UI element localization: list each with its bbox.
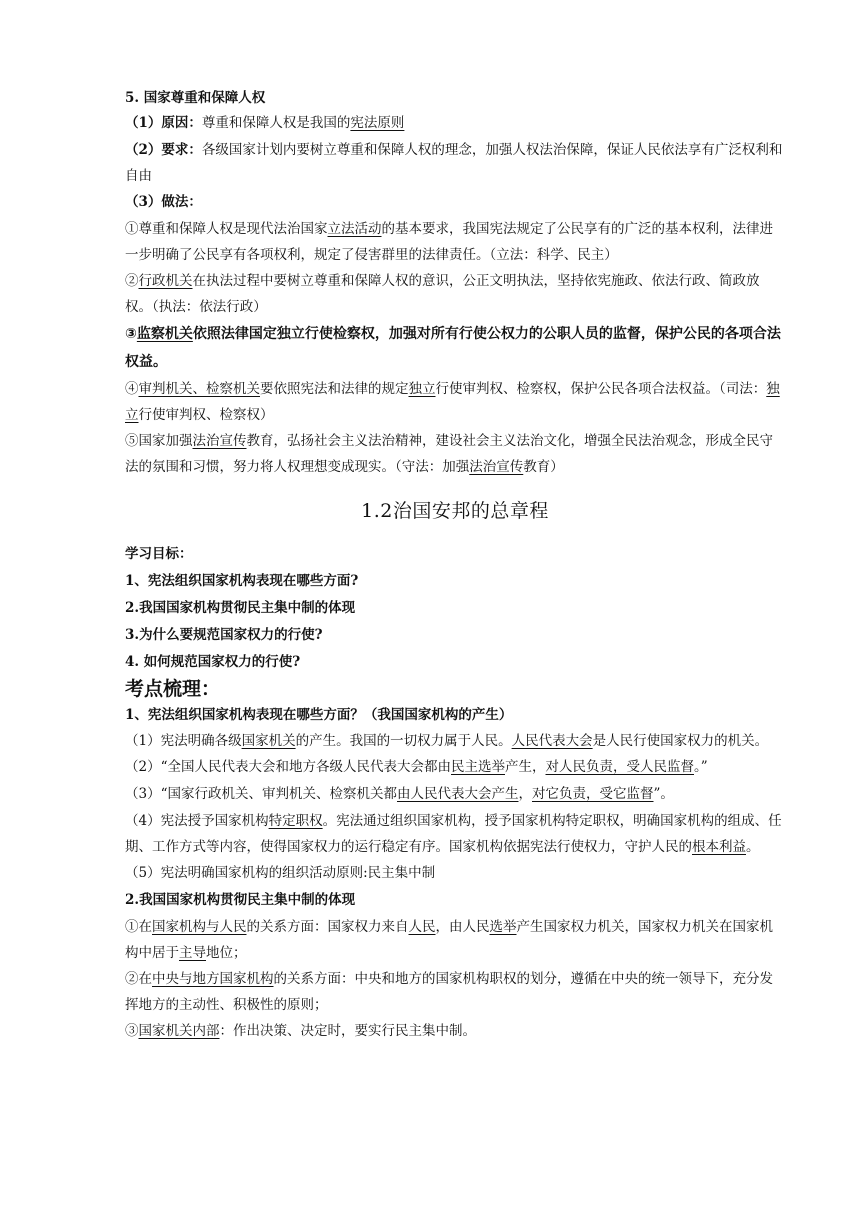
q1-answer-1: （1）宪法明确各级国家机关的产生。我国的一切权力属于人民。人民代表大会是人民行使国家权力的机关。 — [125, 733, 769, 749]
goal-item: 4. 如何规范国家权力的行使? — [125, 654, 301, 670]
q2-item-1: ①在国家机构与人民的关系方面：国家权力来自人民，由人民选举产生国家权力机关，国家权力机关在国家机构中居于主导地位； — [125, 919, 773, 961]
s5-reason: （1）原因：尊重和保障人权是我国的宪法原则 — [125, 115, 405, 131]
q2-item-2: ②在中央与地方国家机构的关系方面：中央和地方的国家机构职权的划分，遵循在中央的统一领导下，充分发挥地方的主动性、积极性的原则； — [125, 971, 773, 1013]
goals-label: 学习目标： — [125, 546, 193, 562]
s5-method-5: ⑤国家加强法治宣传教育，弘扬社会主义法治精神，建设社会主义法治文化，增强全民法治观念，形成全民守法的氛围和习惯，努力将人权理想变成现实。（守法：加强法治宣传教育） — [125, 433, 773, 475]
review-heading: 考点梳理： — [125, 678, 221, 700]
q2-title: 2.我国国家机构贯彻民主集中制的体现 — [125, 892, 356, 908]
goal-item: 1、宪法组织国家机构表现在哪些方面? — [125, 573, 359, 589]
goal-item: 3.为什么要规范国家权力的行使? — [125, 627, 323, 643]
s5-method-3: ③监察机关依照法律国定独立行使检察权，加强对所有行使公权力的公职人员的监督，保护公民的各项合法权益。 — [125, 326, 781, 370]
s5-method-2: ②行政机关在执法过程中要树立尊重和保障人权的意识，公正文明执法，坚持依宪施政、依法行政、简政放权。（执法：依法行政） — [125, 273, 760, 315]
q1-title: 1、宪法组织国家机构表现在哪些方面？（我国国家机构的产生） — [125, 707, 513, 723]
q1-answer-4: （4）宪法授予国家机构特定职权。宪法通过组织国家机构，授予国家机构特定职权，明确国家机构的组成、任期、工作方式等内容，使得国家权力的运行稳定有序。国家机构依据宪法行使权力，守护人民的根本利益。 — [125, 813, 782, 855]
s5-requirement: （2）要求：各级国家计划内要树立尊重和保障人权的理念，加强人权法治保障，保证人民依法享有广泛权利和自由 — [125, 142, 783, 184]
goal-item: 2.我国国家机构贯彻民主集中制的体现 — [125, 600, 356, 616]
section-title: 1.2治国安邦的总章程 — [361, 500, 549, 522]
document-page — [125, 84, 785, 1045]
q2-item-3: ③国家机关内部：作出决策、决定时，要实行民主集中制。 — [125, 1023, 476, 1039]
s5-title: 5. 国家尊重和保障人权 — [125, 90, 266, 106]
s5-method-1: ①尊重和保障人权是现代法治国家立法活动的基本要求，我国宪法规定了公民享有的广泛的基本权利，法律进一步明确了公民享有各项权利，规定了侵害群里的法律责任。（立法：科学、民主） — [125, 221, 773, 263]
s5-method-label: （3）做法： — [125, 194, 202, 210]
q1-answer-2: （2）“全国人民代表大会和地方各级人民代表大会都由民主选举产生，对人民负责，受人民监督。” — [125, 759, 708, 775]
q1-answer-3: （3）“国家行政机关、审判机关、检察机关都由人民代表大会产生，对它负责，受它监督”。 — [125, 786, 674, 802]
q1-answer-5: （5）宪法明确国家机构的组织活动原则:民主集中制 — [125, 865, 436, 881]
s5-method-4: ④审判机关、检察机关要依照宪法和法律的规定独立行使审判权、检察权，保护公民各项合法权益。（司法：独立行使审判权、检察权） — [125, 381, 780, 423]
